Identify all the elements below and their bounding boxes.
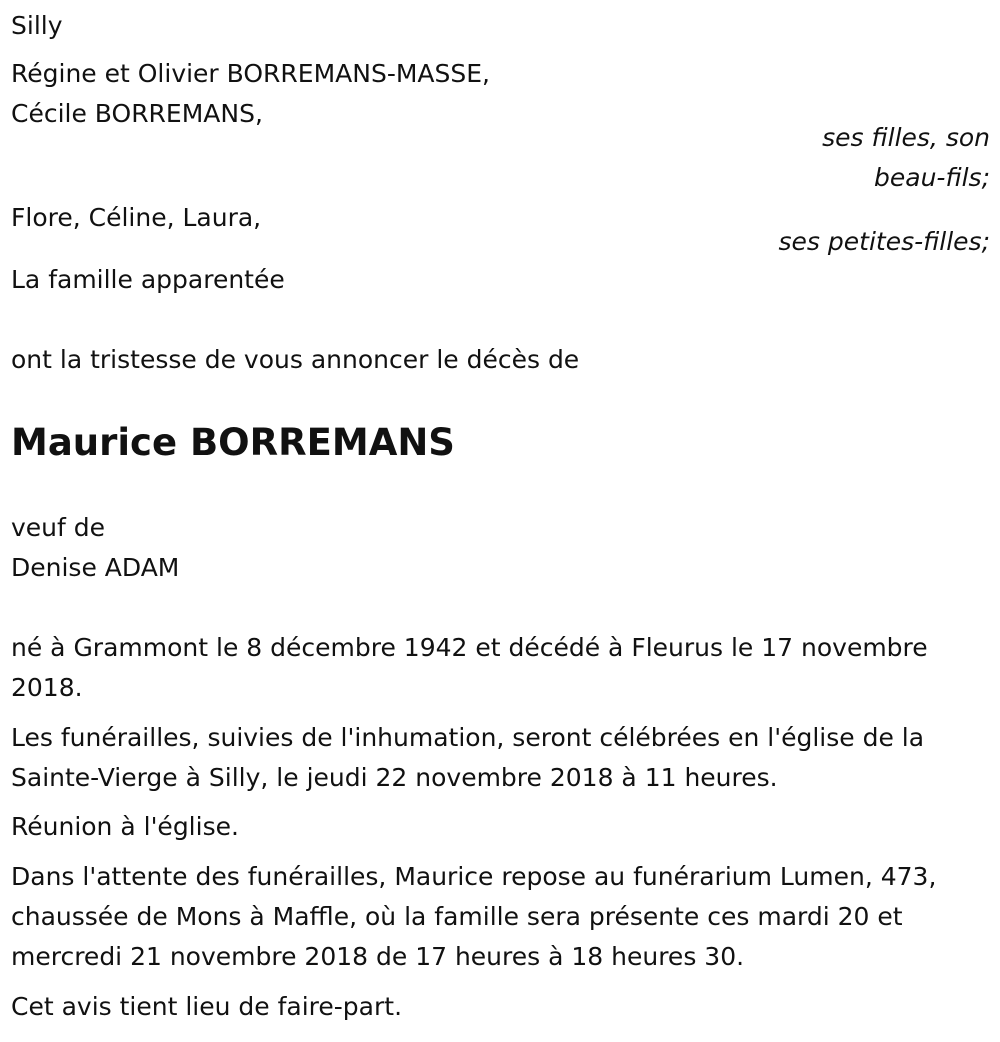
location: Silly bbox=[11, 11, 63, 40]
deceased-name: Maurice BORREMANS bbox=[11, 421, 455, 464]
birth-death-paragraph: né à Grammont le 8 décembre 1942 et décédé à Fleurus le 17 novembre 2018. bbox=[11, 633, 928, 702]
notice-paragraph: Cet avis tient lieu de faire-part. bbox=[11, 992, 403, 1021]
visitation-paragraph: Dans l'attente des funérailles, Maurice repose au funérarium Lumen, 473, chaussée de Mons à Maffle, où la famille sera présente ces mardi 20 et mercredi 21 novembre 2018 de 17 heures à 18 heures 30. bbox=[11, 862, 937, 971]
meeting-paragraph: Réunion à l'église. bbox=[11, 812, 239, 841]
relation-daughters-son-in-law-1: ses filles, son bbox=[822, 123, 990, 152]
family-line-daughters-1: Régine et Olivier BORREMANS-MASSE, bbox=[11, 59, 491, 88]
family-line-daughters-2: Cécile BORREMANS, bbox=[11, 99, 263, 128]
family-line-relatives: La famille apparentée bbox=[11, 265, 285, 294]
family-line-granddaughters: Flore, Céline, Laura, bbox=[11, 203, 262, 232]
spouse-name: Denise ADAM bbox=[11, 553, 180, 582]
relation-granddaughters: ses petites-filles; bbox=[778, 227, 990, 256]
announcement-text: ont la tristesse de vous annoncer le décès de bbox=[11, 345, 580, 374]
funeral-paragraph: Les funérailles, suivies de l'inhumation, seront célébrées en l'église de la Sainte-Vierge à Silly, le jeudi 22 novembre 2018 à 11 heures. bbox=[11, 723, 925, 792]
relation-daughters-son-in-law-2: beau-fils; bbox=[874, 163, 990, 192]
widower-label: veuf de bbox=[11, 513, 106, 542]
